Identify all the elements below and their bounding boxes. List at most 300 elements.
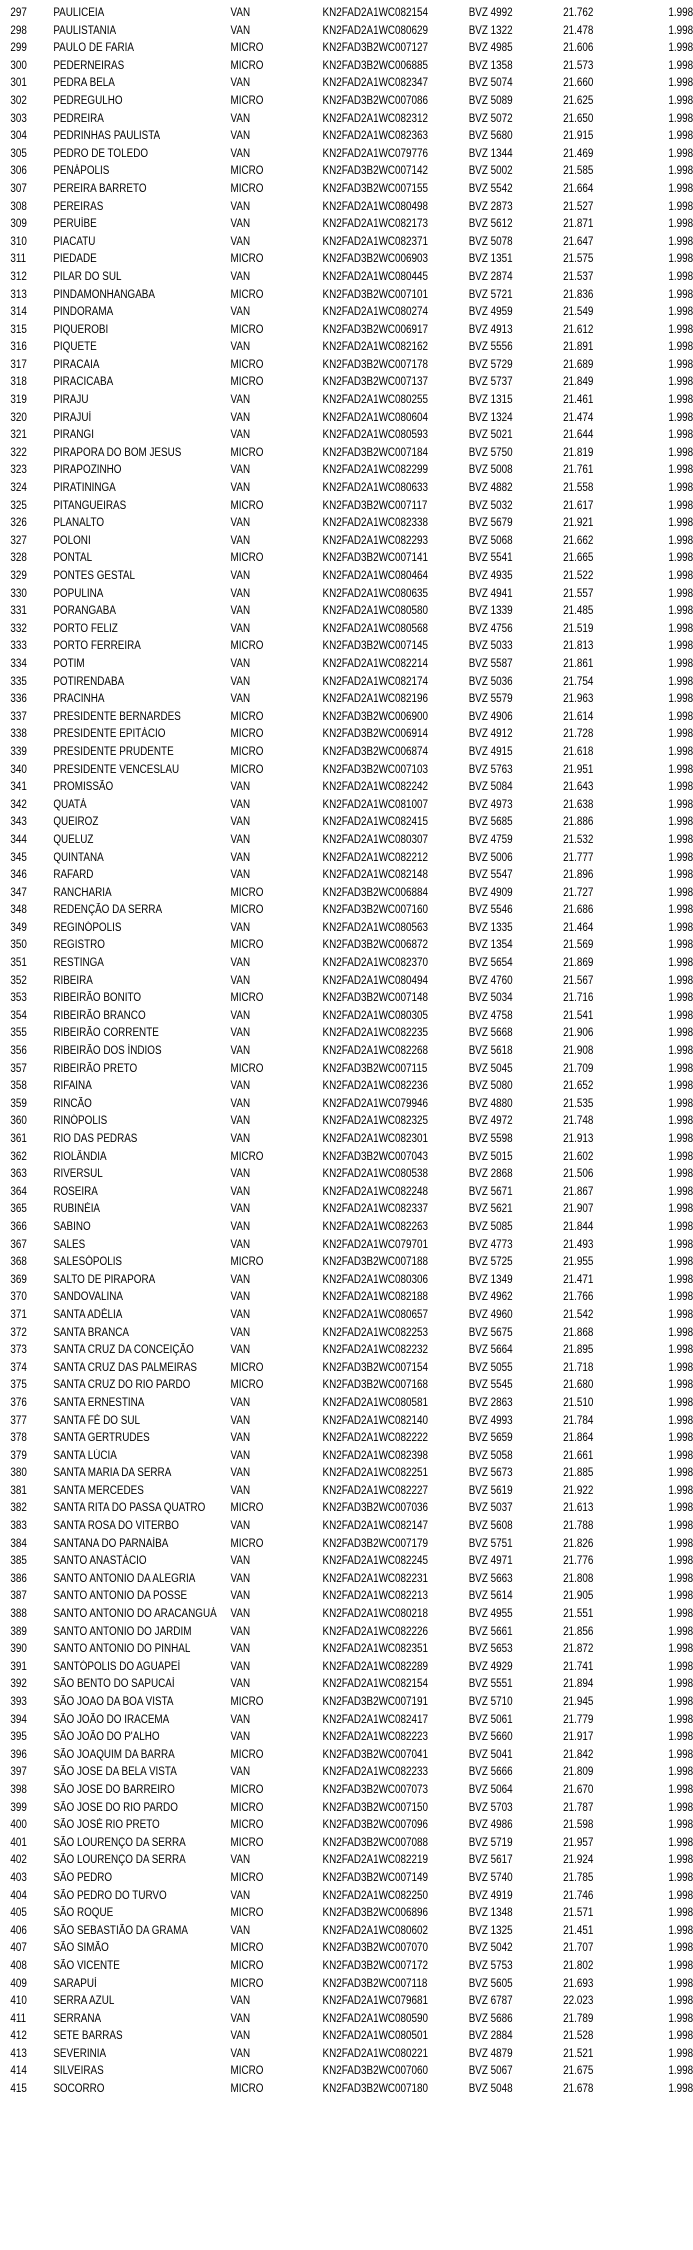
license-plate: BVZ 5729	[468, 358, 513, 371]
license-plate: BVZ 1351	[468, 253, 513, 266]
license-plate: BVZ 5605	[468, 1977, 513, 1990]
municipality-name: SANTA MARIA DA SERRA	[53, 1467, 172, 1480]
row-number: 414	[10, 2065, 27, 2078]
chassis-number: KN2FAD3B2WC007088	[322, 1836, 429, 1849]
row-number: 317	[10, 358, 27, 371]
row-number: 358	[10, 1080, 27, 1093]
vehicle-type: VAN	[230, 1520, 251, 1533]
municipality-name: SÃO BENTO DO SAPUCAÍ	[53, 1678, 175, 1691]
row-number: 373	[10, 1344, 27, 1357]
chassis-number: KN2FAD2A1WC082371	[322, 235, 429, 248]
row-number: 361	[10, 1133, 27, 1145]
chassis-number: KN2FAD2A1WC082233	[322, 1766, 429, 1779]
chassis-number: KN2FAD3B2WC007101	[322, 288, 429, 301]
row-number: 331	[10, 605, 27, 618]
chassis-number: KN2FAD2A1WC082232	[322, 1344, 429, 1357]
table-row: 379 SANTA LÚCIA VAN KN2FAD2A1WC082398 BVZ 5058 21.661 1.998	[0, 1448, 693, 1466]
license-plate: BVZ 4960	[468, 1308, 513, 1321]
row-number: 381	[10, 1484, 27, 1497]
row-number: 298	[10, 24, 27, 37]
vehicle-type: VAN	[230, 1185, 251, 1198]
row-number: 383	[10, 1520, 27, 1533]
table-row: 394 SÃO JOÃO DO IRACEMA VAN KN2FAD2A1WC082417 BVZ 5061 21.779 1.998	[0, 1712, 693, 1730]
municipality-name: PEDERNEIRAS	[53, 59, 125, 72]
table-row: 312 PILAR DO SUL VAN KN2FAD2A1WC080445 BVZ 2874 21.537 1.998	[0, 269, 693, 287]
chassis-number: KN2FAD2A1WC082154	[322, 1678, 429, 1691]
vehicle-type: VAN	[230, 1097, 251, 1110]
license-plate: BVZ 5008	[468, 464, 513, 477]
table-row: 329 PONTES GESTAL VAN KN2FAD2A1WC080464 BVZ 4935 21.522 1.998	[0, 568, 693, 586]
vehicle-type: VAN	[230, 974, 251, 987]
row-number: 375	[10, 1379, 27, 1392]
municipality-name: SANTA RITA DO PASSA QUATRO	[53, 1502, 206, 1515]
license-plate: BVZ 5055	[468, 1361, 513, 1374]
municipality-name: RIBEIRÃO BRANCO	[53, 1009, 146, 1022]
row-number: 412	[10, 2030, 27, 2043]
vehicle-type: VAN	[230, 1080, 251, 1093]
table-row: 297 PAULICEIA VAN KN2FAD2A1WC082154 BVZ 4992 21.762 1.998	[0, 5, 693, 23]
chassis-number: KN2FAD2A1WC080464	[322, 570, 429, 582]
license-plate: BVZ 4759	[468, 833, 513, 846]
table-row: 357 RIBEIRÃO PRETO MICRO KN2FAD3B2WC007115 BVZ 5045 21.709 1.998	[0, 1061, 693, 1079]
chassis-number: KN2FAD2A1WC080581	[322, 1396, 429, 1409]
chassis-number: KN2FAD2A1WC080221	[322, 2047, 429, 2060]
vehicle-type: VAN	[230, 1854, 251, 1867]
license-plate: BVZ 5048	[468, 2083, 513, 2096]
vehicle-type: VAN	[230, 2012, 251, 2025]
municipality-name: RIOLÂNDIA	[53, 1150, 107, 1163]
row-number: 316	[10, 341, 27, 354]
row-number: 320	[10, 411, 27, 424]
row-number: 408	[10, 1959, 27, 1972]
license-plate: BVZ 5660	[468, 1731, 513, 1744]
chassis-number: KN2FAD3B2WC007148	[322, 992, 429, 1005]
vehicle-type: VAN	[230, 833, 251, 846]
table-row: 326 PLANALTO VAN KN2FAD2A1WC082338 BVZ 5679 21.921 1.998	[0, 515, 693, 533]
row-number: 297	[10, 7, 27, 19]
municipality-name: PAULICEIA	[53, 7, 105, 19]
row-number: 371	[10, 1308, 27, 1321]
license-plate: BVZ 2863	[468, 1396, 513, 1409]
license-plate: BVZ 5579	[468, 693, 513, 706]
table-row: 412 SETE BARRAS VAN KN2FAD2A1WC080501 BVZ 2884 21.528 1.998	[0, 2028, 693, 2046]
vehicle-type: MICRO	[230, 1062, 264, 1075]
table-row: 411 SERRANA VAN KN2FAD2A1WC080590 BVZ 5686 21.789 1.998	[0, 2011, 693, 2029]
municipality-name: SÃO JOAO DA BOA VISTA	[53, 1696, 174, 1708]
municipality-name: SANTÓPOLIS DO AGUAPEÍ	[53, 1660, 181, 1673]
row-number: 332	[10, 622, 27, 635]
chassis-number: KN2FAD2A1WC080633	[322, 482, 429, 495]
license-plate: BVZ 5614	[468, 1590, 513, 1603]
license-plate: BVZ 5653	[468, 1643, 513, 1656]
chassis-number: KN2FAD2A1WC081007	[322, 798, 429, 811]
table-row: 344 QUELUZ VAN KN2FAD2A1WC080307 BVZ 4759 21.532 1.998	[0, 832, 693, 850]
table-row: 299 PAULO DE FARIA MICRO KN2FAD3B2WC007127 BVZ 4985 21.606 1.998	[0, 40, 693, 58]
row-number: 398	[10, 1783, 27, 1796]
row-number: 377	[10, 1414, 27, 1427]
license-plate: BVZ 5072	[468, 112, 513, 125]
vehicle-type: MICRO	[230, 323, 264, 336]
license-plate: BVZ 5654	[468, 957, 513, 970]
license-plate: BVZ 4993	[468, 1414, 513, 1427]
license-plate: BVZ 5587	[468, 657, 513, 670]
municipality-name: RINÓPOLIS	[53, 1115, 108, 1128]
vehicle-type: VAN	[230, 429, 251, 442]
table-row: 369 SALTO DE PIRAPORA VAN KN2FAD2A1WC080306 BVZ 1349 21.471 1.998	[0, 1272, 693, 1290]
table-row: 380 SANTA MARIA DA SERRA VAN KN2FAD2A1WC082251 BVZ 5673 21.885 1.998	[0, 1465, 693, 1483]
vehicle-type: MICRO	[230, 552, 264, 565]
chassis-number: KN2FAD2A1WC082417	[322, 1713, 429, 1726]
municipality-name: PORANGABA	[53, 605, 116, 618]
row-number: 352	[10, 974, 27, 987]
municipality-name: SÃO ROQUE	[53, 1907, 114, 1920]
municipality-name: PIRAPOZINHO	[53, 464, 122, 477]
vehicle-type: MICRO	[230, 1150, 264, 1163]
table-row: 313 PINDAMONHANGABA MICRO KN2FAD3B2WC007101 BVZ 5721 21.836 1.998	[0, 287, 693, 305]
license-plate: BVZ 5041	[468, 1748, 513, 1761]
row-number: 362	[10, 1150, 27, 1163]
row-number: 411	[10, 2012, 27, 2025]
municipality-name: SEVERINIA	[53, 2047, 107, 2060]
municipality-name: SANTO ANTONIO DA ALEGRIA	[53, 1572, 196, 1585]
license-plate: BVZ 5719	[468, 1836, 513, 1849]
table-row: 365 RUBINÉIA VAN KN2FAD2A1WC082337 BVZ 5621 21.907 1.998	[0, 1201, 693, 1219]
table-row: 305 PEDRO DE TOLEDO VAN KN2FAD2A1WC079776 BVZ 1344 21.469 1.998	[0, 146, 693, 164]
table-row: 393 SÃO JOAO DA BOA VISTA MICRO KN2FAD3B2WC007191 BVZ 5710 21.945 1.998	[0, 1694, 693, 1712]
row-number: 337	[10, 710, 27, 723]
municipality-name: SANTO ANTONIO DO PINHAL	[53, 1643, 191, 1656]
row-number: 347	[10, 886, 27, 899]
vehicle-type: VAN	[230, 587, 251, 600]
vehicle-type: MICRO	[230, 640, 264, 653]
table-row: 303 PEDREIRA VAN KN2FAD2A1WC082312 BVZ 5072 21.650 1.998	[0, 111, 693, 129]
row-number: 348	[10, 904, 27, 917]
vehicle-type: VAN	[230, 570, 251, 582]
license-plate: BVZ 5661	[468, 1625, 513, 1638]
chassis-number: KN2FAD3B2WC007184	[322, 446, 429, 459]
vehicle-type: MICRO	[230, 728, 264, 741]
vehicle-type: MICRO	[230, 1871, 264, 1884]
vehicle-type: MICRO	[230, 376, 264, 389]
table-row: 300 PEDERNEIRAS MICRO KN2FAD3B2WC006885 BVZ 1358 21.573 1.998	[0, 58, 693, 76]
chassis-number: KN2FAD2A1WC079681	[322, 1995, 429, 2008]
vehicle-type: VAN	[230, 1326, 251, 1339]
table-row: 391 SANTÓPOLIS DO AGUAPEÍ VAN KN2FAD2A1WC082289 BVZ 4929 21.741 1.998	[0, 1659, 693, 1677]
row-number: 364	[10, 1185, 27, 1198]
municipality-name: SANTO ANTONIO DO ARACANGUÁ	[53, 1608, 217, 1621]
vehicle-type: MICRO	[230, 1256, 264, 1269]
license-plate: BVZ 5080	[468, 1080, 513, 1093]
chassis-number: KN2FAD2A1WC080602	[322, 1924, 429, 1937]
vehicle-type: VAN	[230, 1115, 251, 1128]
table-row: 375 SANTA CRUZ DO RIO PARDO MICRO KN2FAD3B2WC007168 BVZ 5545 21.680 1.998	[0, 1377, 693, 1395]
vehicle-type: MICRO	[230, 1907, 264, 1920]
municipality-name: PILAR DO SUL	[53, 270, 122, 283]
municipality-name: PRESIDENTE PRUDENTE	[53, 745, 174, 758]
table-row: 354 RIBEIRÃO BRANCO VAN KN2FAD2A1WC080305 BVZ 4758 21.541 1.998	[0, 1008, 693, 1026]
license-plate: BVZ 5598	[468, 1133, 513, 1145]
municipality-name: SÃO JOAQUIM DA BARRA	[53, 1748, 175, 1761]
vehicle-type: MICRO	[230, 499, 264, 512]
row-number: 394	[10, 1713, 27, 1726]
table-row: 406 SÃO SEBASTIÃO DA GRAMA VAN KN2FAD2A1WC080602 BVZ 1325 21.451 1.998	[0, 1923, 693, 1941]
row-number: 335	[10, 675, 27, 688]
municipality-name: RAFARD	[53, 869, 94, 882]
row-number: 413	[10, 2047, 27, 2060]
chassis-number: KN2FAD3B2WC007155	[322, 182, 429, 195]
chassis-number: KN2FAD2A1WC082196	[322, 693, 429, 706]
license-plate: BVZ 5084	[468, 781, 513, 794]
chassis-number: KN2FAD3B2WC007117	[322, 499, 428, 512]
municipality-name: SANTO ANTONIO DO JARDIM	[53, 1625, 192, 1638]
license-plate: BVZ 4912	[468, 728, 513, 741]
license-plate: BVZ 2868	[468, 1168, 513, 1181]
table-row: 366 SABINO VAN KN2FAD2A1WC082263 BVZ 5085 21.844 1.998	[0, 1219, 693, 1237]
row-number: 353	[10, 992, 27, 1005]
row-number: 359	[10, 1097, 27, 1110]
vehicle-type: MICRO	[230, 446, 264, 459]
chassis-number: KN2FAD2A1WC082299	[322, 464, 429, 477]
license-plate: BVZ 5680	[468, 130, 513, 143]
table-row: 355 RIBEIRÃO CORRENTE VAN KN2FAD2A1WC082235 BVZ 5668 21.906 1.998	[0, 1025, 693, 1043]
vehicle-type: VAN	[230, 675, 251, 688]
chassis-number: KN2FAD2A1WC082222	[322, 1432, 429, 1445]
license-plate: BVZ 5078	[468, 235, 513, 248]
row-number: 310	[10, 235, 27, 248]
license-plate: BVZ 4992	[468, 7, 513, 19]
table-row: 310 PIACATU VAN KN2FAD2A1WC082371 BVZ 5078 21.647 1.998	[0, 234, 693, 252]
vehicle-type: VAN	[230, 816, 251, 829]
row-number: 410	[10, 1995, 27, 2008]
municipality-name: SABINO	[53, 1220, 91, 1233]
license-plate: BVZ 2873	[468, 200, 513, 213]
municipality-name: RINCÃO	[53, 1097, 92, 1110]
row-number: 404	[10, 1889, 27, 1902]
license-plate: BVZ 4906	[468, 710, 513, 723]
license-plate: BVZ 5751	[468, 1537, 513, 1550]
vehicle-type: VAN	[230, 1220, 251, 1233]
municipality-name: POPULINA	[53, 587, 104, 600]
municipality-name: PORTO FERREIRA	[53, 640, 141, 653]
municipality-name: SÃO JOSE DA BELA VISTA	[53, 1766, 177, 1779]
municipality-name: SÃO JOÃO DO IRACEMA	[53, 1713, 170, 1726]
table-row: 331 PORANGABA VAN KN2FAD2A1WC080580 BVZ 1339 21.485 1.998	[0, 603, 693, 621]
table-row: 386 SANTO ANTONIO DA ALEGRIA VAN KN2FAD2A1WC082231 BVZ 5663 21.808 1.998	[0, 1571, 693, 1589]
row-number: 330	[10, 587, 27, 600]
vehicle-type: VAN	[230, 1484, 251, 1497]
municipality-name: SANTO ANTONIO DA POSSE	[53, 1590, 188, 1603]
vehicle-type: MICRO	[230, 2065, 264, 2078]
vehicle-type: VAN	[230, 1995, 251, 2008]
license-plate: BVZ 5545	[468, 1379, 513, 1392]
row-number: 374	[10, 1361, 27, 1374]
chassis-number: KN2FAD2A1WC082231	[322, 1572, 429, 1585]
table-row: 349 REGINÓPOLIS VAN KN2FAD2A1WC080563 BVZ 1335 21.464 1.998	[0, 920, 693, 938]
chassis-number: KN2FAD3B2WC007160	[322, 904, 429, 917]
chassis-number: KN2FAD3B2WC006872	[322, 939, 429, 952]
chassis-number: KN2FAD2A1WC082242	[322, 781, 429, 794]
municipality-name: SÃO SIMÃO	[53, 1942, 109, 1955]
vehicle-type: MICRO	[230, 1502, 264, 1515]
row-number: 401	[10, 1836, 27, 1849]
municipality-name: PEREIRA BARRETO	[53, 182, 147, 195]
license-plate: BVZ 1324	[468, 411, 513, 424]
row-number: 355	[10, 1027, 27, 1040]
vehicle-type: VAN	[230, 1291, 251, 1304]
table-row: 330 POPULINA VAN KN2FAD2A1WC080635 BVZ 4941 21.557 1.998	[0, 586, 693, 604]
vehicle-type: VAN	[230, 2030, 251, 2043]
vehicle-type: VAN	[230, 147, 251, 160]
row-number: 372	[10, 1326, 27, 1339]
chassis-number: KN2FAD2A1WC082263	[322, 1220, 429, 1233]
chassis-number: KN2FAD2A1WC080305	[322, 1009, 429, 1022]
row-number: 357	[10, 1062, 27, 1075]
row-number: 334	[10, 657, 27, 670]
row-number: 303	[10, 112, 27, 125]
table-row: 322 PIRAPORA DO BOM JESUS MICRO KN2FAD3B2WC007184 BVZ 5750 21.819 1.998	[0, 445, 693, 463]
chassis-number: KN2FAD2A1WC082268	[322, 1045, 429, 1058]
chassis-number: KN2FAD2A1WC080274	[322, 306, 429, 319]
chassis-number: KN2FAD3B2WC006914	[322, 728, 429, 741]
vehicle-type: VAN	[230, 464, 251, 477]
vehicle-type: VAN	[230, 411, 251, 424]
row-number: 311	[10, 253, 27, 266]
municipality-name: SILVEIRAS	[53, 2065, 104, 2078]
row-number: 319	[10, 394, 27, 407]
license-plate: BVZ 5663	[468, 1572, 513, 1585]
license-plate: BVZ 4985	[468, 42, 513, 55]
license-plate: BVZ 5608	[468, 1520, 513, 1533]
table-row: 372 SANTA BRANCA VAN KN2FAD2A1WC082253 BVZ 5675 21.868 1.998	[0, 1325, 693, 1343]
chassis-number: KN2FAD3B2WC007115	[322, 1062, 428, 1075]
table-row: 340 PRESIDENTE VENCESLAU MICRO KN2FAD3B2WC007103 BVZ 5763 21.951 1.998	[0, 762, 693, 780]
chassis-number: KN2FAD2A1WC082219	[322, 1854, 429, 1867]
license-plate: BVZ 1335	[468, 921, 513, 934]
license-plate: BVZ 5619	[468, 1484, 513, 1497]
license-plate: BVZ 5058	[468, 1449, 513, 1462]
vehicle-type: VAN	[230, 24, 251, 37]
license-plate: BVZ 4959	[468, 306, 513, 319]
row-number: 301	[10, 77, 27, 90]
row-number: 382	[10, 1502, 27, 1515]
license-plate: BVZ 4773	[468, 1238, 513, 1251]
table-row: 351 RESTINGA VAN KN2FAD2A1WC082370 BVZ 5654 21.869 1.998	[0, 955, 693, 973]
municipality-name: RUBINÉIA	[53, 1203, 101, 1216]
municipality-name: SÃO PEDRO DO TURVO	[53, 1889, 167, 1902]
chassis-number: KN2FAD2A1WC080218	[322, 1608, 429, 1621]
vehicle-type: VAN	[230, 1572, 251, 1585]
vehicle-type: VAN	[230, 218, 251, 231]
table-row: 388 SANTO ANTONIO DO ARACANGUÁ VAN KN2FAD2A1WC080218 BVZ 4955 21.551 1.998	[0, 1606, 693, 1624]
table-row: 298 PAULISTANIA VAN KN2FAD2A1WC080629 BVZ 1322 21.478 1.998	[0, 23, 693, 41]
row-number: 338	[10, 728, 27, 741]
municipality-name: PIRAPORA DO BOM JESUS	[53, 446, 182, 459]
license-plate: BVZ 1358	[468, 59, 513, 72]
vehicle-type: MICRO	[230, 710, 264, 723]
vehicle-type: MICRO	[230, 1801, 264, 1814]
row-number: 307	[10, 182, 27, 195]
license-plate: BVZ 5089	[468, 94, 513, 107]
license-plate: BVZ 4971	[468, 1555, 513, 1568]
row-number: 313	[10, 288, 27, 301]
row-number: 384	[10, 1537, 27, 1550]
chassis-number: KN2FAD3B2WC007086	[322, 94, 429, 107]
vehicle-type: VAN	[230, 1414, 251, 1427]
license-plate: BVZ 5617	[468, 1854, 513, 1867]
vehicle-type: VAN	[230, 781, 251, 794]
row-number: 393	[10, 1696, 27, 1708]
municipality-name: QUEIROZ	[53, 816, 99, 829]
license-plate: BVZ 5703	[468, 1801, 513, 1814]
chassis-number: KN2FAD2A1WC082325	[322, 1115, 429, 1128]
license-plate: BVZ 5042	[468, 1942, 513, 1955]
table-row: 370 SANDOVALINA VAN KN2FAD2A1WC082188 BVZ 4962 21.766 1.998	[0, 1289, 693, 1307]
vehicle-type: VAN	[230, 534, 251, 547]
table-row: 346 RAFARD VAN KN2FAD2A1WC082148 BVZ 5547 21.896 1.998	[0, 867, 693, 885]
vehicle-type: VAN	[230, 235, 251, 248]
table-row: 404 SÃO PEDRO DO TURVO VAN KN2FAD2A1WC082250 BVZ 4919 21.746 1.998	[0, 1888, 693, 1906]
municipality-name: REGISTRO	[53, 939, 105, 952]
table-row: 315 PIQUEROBI MICRO KN2FAD3B2WC006917 BVZ 4913 21.612 1.998	[0, 322, 693, 340]
table-row: 368 SALESÓPOLIS MICRO KN2FAD3B2WC007188 BVZ 5725 21.955 1.998	[0, 1254, 693, 1272]
license-plate: BVZ 1339	[468, 605, 513, 618]
table-row: 367 SALES VAN KN2FAD2A1WC079701 BVZ 4773 21.493 1.998	[0, 1237, 693, 1255]
chassis-number: KN2FAD3B2WC007188	[322, 1256, 429, 1269]
municipality-name: RIBEIRÃO PRETO	[53, 1062, 138, 1075]
row-number: 379	[10, 1449, 27, 1462]
municipality-name: PINDORAMA	[53, 306, 114, 319]
row-number: 318	[10, 376, 27, 389]
municipality-name: SALESÓPOLIS	[53, 1256, 123, 1269]
license-plate: BVZ 5666	[468, 1766, 513, 1779]
vehicle-type: VAN	[230, 2047, 251, 2060]
license-plate: BVZ 1349	[468, 1273, 513, 1286]
chassis-number: KN2FAD2A1WC079946	[322, 1097, 429, 1110]
vehicle-type: MICRO	[230, 886, 264, 899]
table-row: 304 PEDRINHAS PAULISTA VAN KN2FAD2A1WC082363 BVZ 5680 21.915 1.998	[0, 128, 693, 146]
row-number: 328	[10, 552, 27, 565]
table-row: 415 SOCORRO MICRO KN2FAD3B2WC007180 BVZ 5048 21.678 1.998	[0, 2081, 693, 2099]
table-row: 414 SILVEIRAS MICRO KN2FAD3B2WC007060 BVZ 5067 21.675 1.998	[0, 2063, 693, 2081]
vehicle-type: MICRO	[230, 358, 264, 371]
municipality-name: QUATÁ	[53, 798, 87, 811]
license-plate: BVZ 4962	[468, 1291, 513, 1304]
municipality-name: PEREIRAS	[53, 200, 104, 213]
row-number: 354	[10, 1009, 27, 1022]
license-plate: BVZ 5036	[468, 675, 513, 688]
chassis-number: KN2FAD3B2WC007191	[322, 1696, 429, 1708]
row-number: 341	[10, 781, 27, 794]
municipality-name: SANTA ADÉLIA	[53, 1308, 123, 1321]
municipality-name: PIACATU	[53, 235, 96, 248]
chassis-number: KN2FAD2A1WC079701	[322, 1238, 429, 1251]
table-row: 385 SANTO ANASTÁCIO VAN KN2FAD2A1WC082245 BVZ 4971 21.776 1.998	[0, 1553, 693, 1571]
license-plate: BVZ 4909	[468, 886, 513, 899]
row-number: 405	[10, 1907, 27, 1920]
row-number: 321	[10, 429, 27, 442]
municipality-name: PRESIDENTE EPITÁCIO	[53, 728, 166, 741]
vehicle-type: MICRO	[230, 1696, 264, 1708]
row-number: 376	[10, 1396, 27, 1409]
license-plate: BVZ 5542	[468, 182, 513, 195]
municipality-name: POTIRENDABA	[53, 675, 125, 688]
table-row: 413 SEVERINIA VAN KN2FAD2A1WC080221 BVZ 4879 21.521 1.998	[0, 2046, 693, 2064]
municipality-name: RIBEIRÃO BONITO	[53, 992, 142, 1005]
chassis-number: KN2FAD3B2WC007118	[322, 1977, 428, 1990]
table-row: 314 PINDORAMA VAN KN2FAD2A1WC080274 BVZ 4959 21.549 1.998	[0, 304, 693, 322]
table-row: 342 QUATÁ VAN KN2FAD2A1WC081007 BVZ 4973 21.638 1.998	[0, 797, 693, 815]
municipality-name: PEDRINHAS PAULISTA	[53, 130, 161, 143]
